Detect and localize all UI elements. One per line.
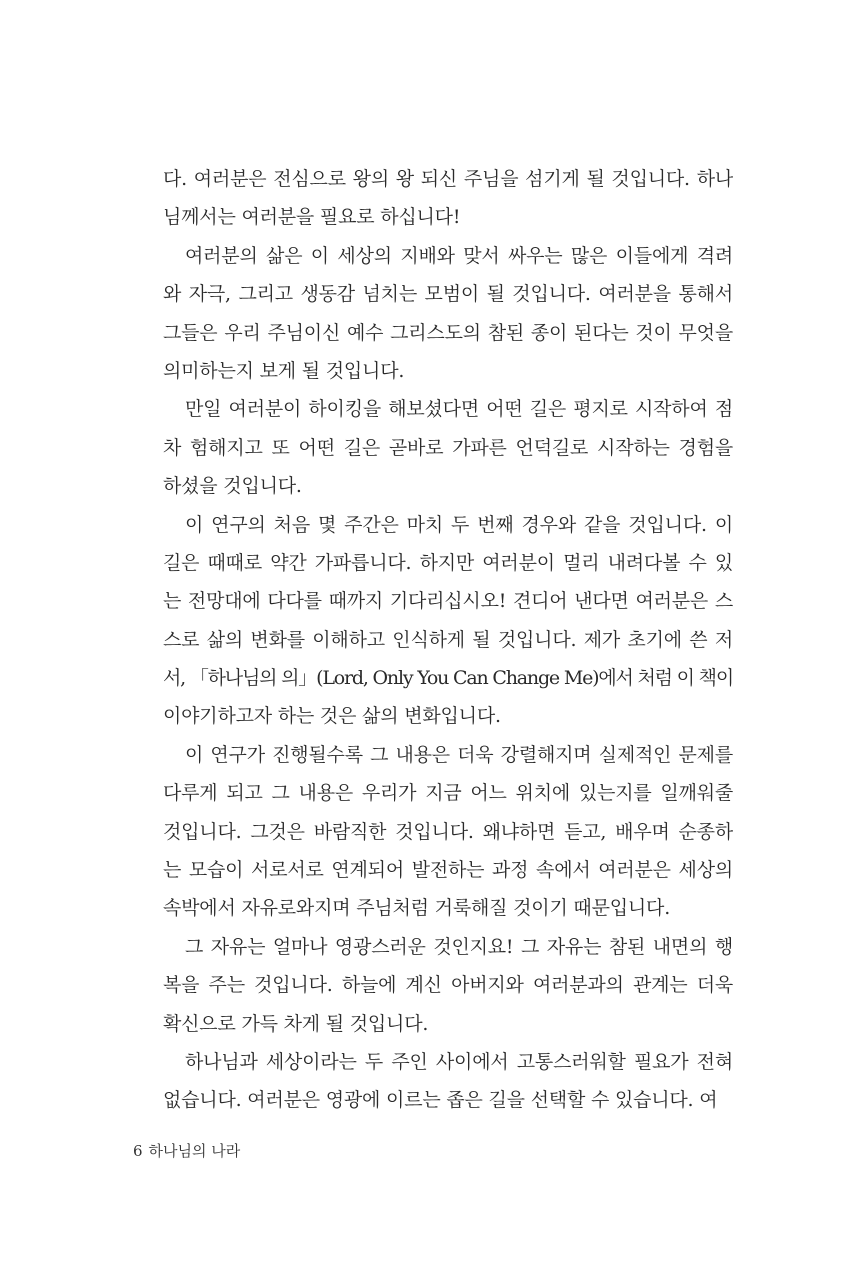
text-line: 속박에서 자유로와지며 주님처럼 거룩해질 것이기 때문입니다. <box>163 897 671 920</box>
text-line: 만일 여러분이 하이킹을 해보셨다면 어떤 길은 평지로 시작하여 점 <box>185 398 733 421</box>
text-line: 길은 때때로 약간 가파릅니다. 하지만 여러분이 멀리 내려다볼 수 있 <box>163 551 733 574</box>
text-line: 없습니다. 여러분은 영광에 이르는 좁은 길을 선택할 수 있습니다. 여 <box>163 1089 718 1112</box>
page-number: 6 <box>133 1142 143 1160</box>
text-line: 와 자극, 그리고 생동감 넘치는 모범이 될 것입니다. 여러분을 통해서 <box>163 283 733 306</box>
text-line: 것입니다. 그것은 바람직한 것입니다. 왜냐하면 듣고, 배우며 순종하 <box>163 820 733 843</box>
text-line: 서, 「하나님의 의」(Lord, Only You Can Change Me)에서 처럼 이 책이 <box>163 667 733 690</box>
body-text <box>163 160 733 1120</box>
text-line: 복을 주는 것입니다. 하늘에 계신 아버지와 여러분과의 관계는 더욱 <box>163 974 733 997</box>
text-line: 이 연구의 처음 몇 주간은 마치 두 번째 경우와 같을 것입니다. 이 <box>185 513 733 536</box>
running-title: 하나님의 나라 <box>148 1142 241 1160</box>
page-footer <box>133 1140 240 1161</box>
text-line: 이야기하고자 하는 것은 삶의 변화입니다. <box>163 705 501 728</box>
text-line: 하나님과 세상이라는 두 주인 사이에서 고통스러워할 필요가 전혀 <box>185 1050 733 1073</box>
text-line: 확신으로 가득 차게 될 것입니다. <box>163 1012 429 1035</box>
text-line: 여러분의 삶은 이 세상의 지배와 맞서 싸우는 많은 이들에게 격려 <box>185 244 733 267</box>
text-line: 의미하는지 보게 될 것입니다. <box>163 359 405 382</box>
text-line: 다. 여러분은 전심으로 왕의 왕 되신 주님을 섬기게 될 것입니다. 하나 <box>163 168 733 190</box>
text-line: 차 험해지고 또 어떤 길은 곧바로 가파른 언덕길로 시작하는 경험을 <box>163 436 733 459</box>
text-line: 하셨을 것입니다. <box>163 475 302 498</box>
text-line: 스로 삶의 변화를 이해하고 인식하게 될 것입니다. 제가 초기에 쓴 저 <box>163 628 733 651</box>
text-line: 다루게 되고 그 내용은 우리가 지금 어느 위치에 있는지를 일깨워줄 <box>163 782 733 805</box>
text-line: 그 자유는 얼마나 영광스러운 것인지요! 그 자유는 참된 내면의 행 <box>185 935 733 958</box>
text-line: 이 연구가 진행될수록 그 내용은 더욱 강렬해지며 실제적인 문제를 <box>185 743 733 766</box>
text-line: 그들은 우리 주님이신 예수 그리스도의 참된 종이 된다는 것이 무엇을 <box>163 321 733 344</box>
text-line: 는 전망대에 다다를 때까지 기다리십시오! 견디어 낸다면 여러분은 스 <box>163 590 733 613</box>
text-line: 님께서는 여러분을 필요로 하십니다! <box>163 206 461 229</box>
text-line: 는 모습이 서로서로 연계되어 발전하는 과정 속에서 여러분은 세상의 <box>163 859 733 882</box>
